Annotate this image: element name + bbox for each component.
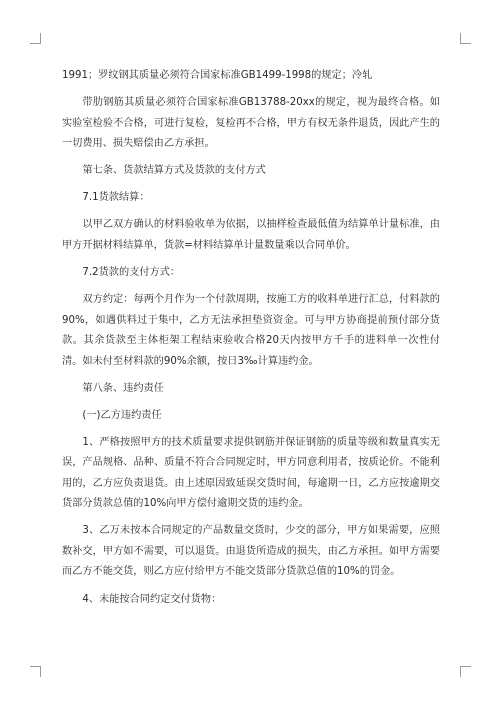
paragraph-ribbed-bar-quality: 带肋钢筋其质量必须符合国家标准GB13788-20xx的规定，视为最终合格。如实验室检验不合格，可进行复检，复检再不合格，甲方有权无条件退货，因此产生的一切费用、损失赔偿由乙方承担。 <box>62 97 440 150</box>
clause-1-quality: 1、严格按照甲方的技术质量要求提供钢筋并保证钢筋的质量等级和数量真实无误，产品规格、品种、质量不符合合同规定时，甲方同意利用者，按质论价。不能利用的，乙方应负责退货。由上述原因致延误交货时间，每逾期一日，乙方应按逾期交货部分货款总值的10%向甲方偿付逾期交货的违约金。 <box>62 436 440 510</box>
paragraph-settlement-basis: 以甲乙双方确认的材料验收单为依据，以抽样检查最低值为结算单计量标准，由甲方开据材料结算单，货款=材料结算单计量数量乘以合同单价。 <box>62 219 440 251</box>
crop-mark-top-right <box>460 33 471 44</box>
crop-mark-top-left <box>30 33 41 44</box>
section-7-1-heading: 7.1货款结算： <box>82 192 150 204</box>
document-body <box>62 66 440 617</box>
clause-3-quantity: 3、乙万未按本合同规定的产品数量交货时，少交的部分，甲方如果需要，应照数补交，甲方如不需要，可以退货。由退货所造成的损失，由乙方承担。如甲方需要而乙方不能交货，则乙方应付给甲方不能交货部分货款总值的10%的罚金。 <box>62 525 440 578</box>
paragraph-continuation: 1991；罗纹钢其质量必须符合国家标准GB1499-1998的规定；冷轧 <box>62 70 373 81</box>
paragraph-payment-terms: 双方约定：每两个月作为一个付款周期，按施工方的收料单进行汇总，付料款的90%，如遇供料过于集中，乙方无法承担垫资资金。可与甲方协商提前预付部分货款。其余货款至主体柜架工程结束验收合格20天内按甲方千手的进料单一次性付清。如未付至材料款的90%余额，按日3‰计算违约金。 <box>62 294 440 367</box>
section-7-2-heading: 7.2货款的支付方式： <box>82 266 181 278</box>
clause-4-delivery: 4、未能按合同约定交付货物： <box>82 593 222 605</box>
article-8-heading: 第八条、违约责任 <box>82 382 164 394</box>
crop-mark-bottom-right <box>460 666 471 677</box>
section-party-b-liability-heading: (一)乙方违约责任 <box>82 409 162 421</box>
crop-mark-bottom-left <box>30 666 41 677</box>
article-7-heading: 第七条、货款结算方式及货款的支付方式 <box>82 165 266 177</box>
